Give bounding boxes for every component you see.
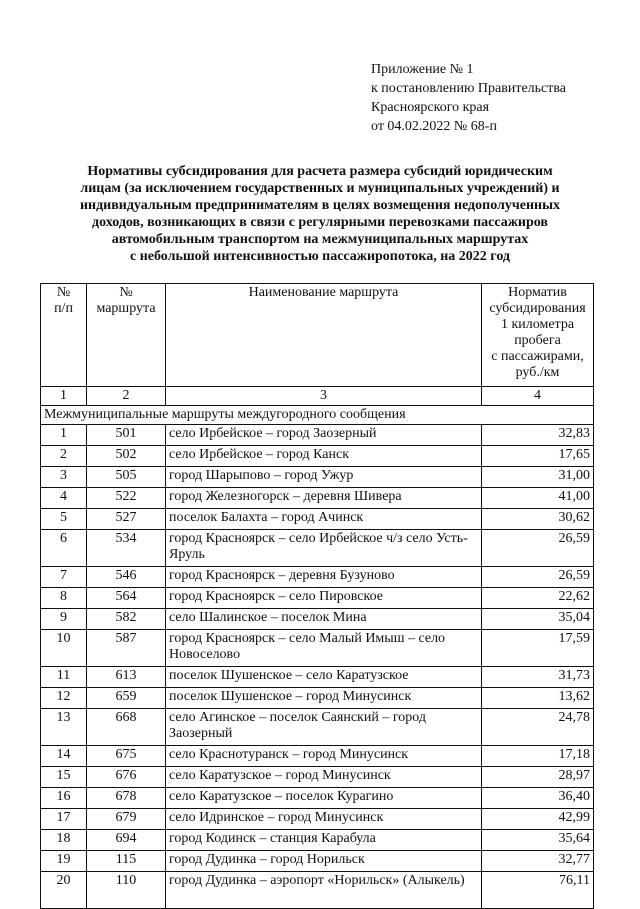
- table-header-row: [41, 284, 594, 387]
- route-number: 546: [87, 567, 166, 588]
- subsidy-rate: 32,77: [482, 851, 594, 872]
- route-number: 659: [87, 688, 166, 709]
- subsidy-rate: 42,99: [482, 809, 594, 830]
- table-row: [41, 688, 594, 709]
- table-row: [41, 567, 594, 588]
- subsidy-rate: 30,62: [482, 509, 594, 530]
- header-route-number-text: № маршрута: [96, 285, 156, 316]
- subsidy-rate: 13,62: [482, 688, 594, 709]
- column-number-2: 2: [87, 387, 166, 406]
- subsidy-table: [40, 283, 594, 909]
- route-name: город Дудинка – город Норильск: [166, 851, 482, 872]
- title-line-1: Нормативы субсидирования для расчета размера субсидий юридическим: [87, 164, 553, 179]
- subsidy-rate: 22,62: [482, 588, 594, 609]
- route-name: город Шарыпово – город Ужур: [166, 467, 482, 488]
- table-row: [41, 530, 594, 567]
- table-row: [41, 509, 594, 530]
- table-row: [41, 630, 594, 667]
- table-row: [41, 425, 594, 446]
- route-name: город Железногорск – деревня Шивера: [166, 488, 482, 509]
- header-rate-text: Норматив субсидирования 1 километра пробега с пассажирами, руб./км: [489, 285, 586, 380]
- route-name: город Кодинск – станция Карабула: [166, 830, 482, 851]
- table-row: [41, 467, 594, 488]
- appendix-line-3: Красноярского края: [371, 100, 490, 115]
- row-number: 7: [41, 567, 87, 588]
- row-number: 17: [41, 809, 87, 830]
- appendix-block: [371, 60, 566, 136]
- appendix-line-4: от 04.02.2022 № 68-п: [371, 119, 497, 134]
- title-line-4: доходов, возникающих в связи с регулярными перевозками пассажиров: [92, 215, 548, 230]
- route-number: 505: [87, 467, 166, 488]
- row-number: 3: [41, 467, 87, 488]
- route-name: город Красноярск – деревня Бузуново: [166, 567, 482, 588]
- title-line-6: с небольшой интенсивностью пассажиропотока, на 2022 год: [129, 249, 510, 264]
- column-number-row: [41, 387, 594, 406]
- route-name: село Ирбейское – город Канск: [166, 446, 482, 467]
- subsidy-rate: 76,11: [482, 872, 594, 909]
- table-row: [41, 830, 594, 851]
- title-line-2: лицам (за исключением государственных и муниципальных учреждений) и: [80, 181, 560, 196]
- route-number: 587: [87, 630, 166, 667]
- route-number: 115: [87, 851, 166, 872]
- table-row: [41, 588, 594, 609]
- row-number: 8: [41, 588, 87, 609]
- route-name: село Идринское – город Минусинск: [166, 809, 482, 830]
- section-row: [41, 406, 594, 425]
- table-row: [41, 809, 594, 830]
- subsidy-rate: 31,00: [482, 467, 594, 488]
- route-name: город Красноярск – село Ирбейское ч/з село Усть-Яруль: [166, 530, 482, 567]
- row-number: 11: [41, 667, 87, 688]
- route-number: 534: [87, 530, 166, 567]
- table-row: [41, 788, 594, 809]
- route-name: поселок Шушенское – село Каратузское: [166, 667, 482, 688]
- row-number: 2: [41, 446, 87, 467]
- title-line-3: индивидуальным предпринимателям в целях возмещения недополученных: [79, 198, 561, 213]
- table-row: [41, 851, 594, 872]
- table-row: [41, 667, 594, 688]
- subsidy-rate: 41,00: [482, 488, 594, 509]
- route-number: 582: [87, 609, 166, 630]
- title-line-5: автомобильным транспортом на межмуниципальных маршрутах: [111, 232, 529, 247]
- row-number: 12: [41, 688, 87, 709]
- header-rate: [482, 284, 594, 387]
- header-route-name-text: Наименование маршрута: [248, 285, 399, 300]
- row-number: 9: [41, 609, 87, 630]
- route-number: 675: [87, 746, 166, 767]
- route-name: село Каратузское – город Минусинск: [166, 767, 482, 788]
- table-row: [41, 488, 594, 509]
- subsidy-rate: 31,73: [482, 667, 594, 688]
- row-number: 6: [41, 530, 87, 567]
- route-number: 564: [87, 588, 166, 609]
- row-number: 4: [41, 488, 87, 509]
- row-number: 14: [41, 746, 87, 767]
- subsidy-rate: 36,40: [482, 788, 594, 809]
- table-row: [41, 609, 594, 630]
- row-number: 19: [41, 851, 87, 872]
- subsidy-rate: 35,64: [482, 830, 594, 851]
- document-title: [40, 163, 600, 265]
- table-row: [41, 872, 594, 909]
- route-name: село Каратузское – поселок Курагино: [166, 788, 482, 809]
- column-number-3: 3: [166, 387, 482, 406]
- header-route-name: [166, 284, 482, 387]
- subsidy-rate: 26,59: [482, 530, 594, 567]
- table-row: [41, 446, 594, 467]
- row-number: 18: [41, 830, 87, 851]
- subsidy-rate: 28,97: [482, 767, 594, 788]
- column-number-4: 4: [482, 387, 594, 406]
- header-number: [41, 284, 87, 387]
- subsidy-rate: 35,04: [482, 609, 594, 630]
- table-row: [41, 767, 594, 788]
- section-title: Межмуниципальные маршруты междугородного сообщения: [41, 406, 594, 425]
- row-number: 15: [41, 767, 87, 788]
- subsidy-rate: 26,59: [482, 567, 594, 588]
- subsidy-rate: 24,78: [482, 709, 594, 746]
- route-number: 110: [87, 872, 166, 909]
- appendix-line-1: Приложение № 1: [371, 62, 474, 77]
- route-number: 527: [87, 509, 166, 530]
- route-number: 679: [87, 809, 166, 830]
- row-number: 20: [41, 872, 87, 909]
- subsidy-rate: 17,18: [482, 746, 594, 767]
- route-number: 613: [87, 667, 166, 688]
- header-route-number: [87, 284, 166, 387]
- column-number-1: 1: [41, 387, 87, 406]
- table-row: [41, 709, 594, 746]
- route-name: поселок Шушенское – город Минусинск: [166, 688, 482, 709]
- route-number: 694: [87, 830, 166, 851]
- route-number: 678: [87, 788, 166, 809]
- route-name: город Дудинка – аэропорт «Норильск» (Алыкель): [166, 872, 482, 909]
- subsidy-rate: 17,65: [482, 446, 594, 467]
- route-name: поселок Балахта – город Ачинск: [166, 509, 482, 530]
- table-row: [41, 746, 594, 767]
- route-name: город Красноярск – село Пировское: [166, 588, 482, 609]
- route-name: село Ирбейское – город Заозерный: [166, 425, 482, 446]
- row-number: 1: [41, 425, 87, 446]
- subsidy-rate: 32,83: [482, 425, 594, 446]
- route-number: 522: [87, 488, 166, 509]
- route-name: село Краснотуранск – город Минусинск: [166, 746, 482, 767]
- appendix-line-2: к постановлению Правительства: [371, 81, 567, 96]
- row-number: 5: [41, 509, 87, 530]
- route-number: 502: [87, 446, 166, 467]
- route-name: село Агинское – поселок Саянский – город Заозерный: [166, 709, 482, 746]
- route-number: 668: [87, 709, 166, 746]
- route-name: город Красноярск – село Малый Имыш – село Новоселово: [166, 630, 482, 667]
- route-number: 501: [87, 425, 166, 446]
- row-number: 10: [41, 630, 87, 667]
- subsidy-rate: 17,59: [482, 630, 594, 667]
- header-number-text: № п/п: [54, 285, 73, 316]
- row-number: 16: [41, 788, 87, 809]
- route-name: село Шалинское – поселок Мина: [166, 609, 482, 630]
- route-number: 676: [87, 767, 166, 788]
- row-number: 13: [41, 709, 87, 746]
